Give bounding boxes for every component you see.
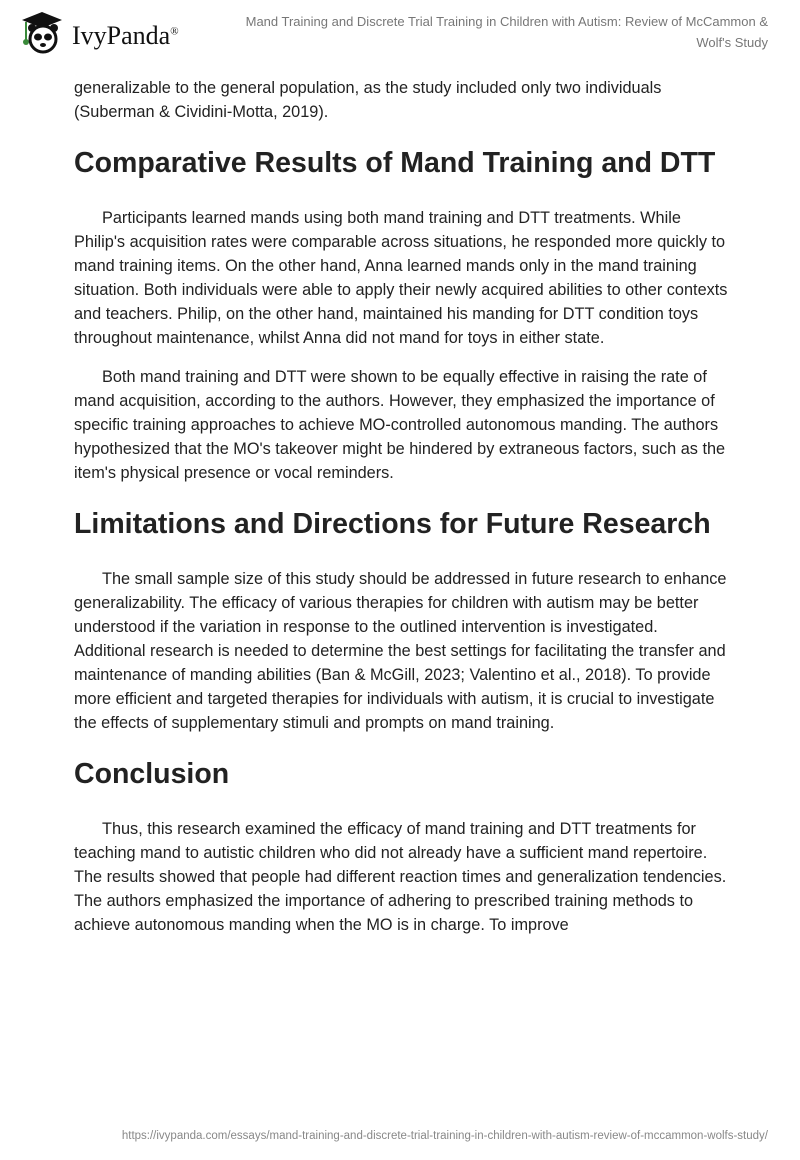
- section-heading: Conclusion: [74, 758, 230, 790]
- page-header: [0, 0, 800, 60]
- paragraph: Thus, this research examined the efficacy of mand training and DTT treatments for teaching mand to autistic children who did not already have a sufficient mand repertoire. The results showed that people had different reaction times and generalization tendencies. The authors emphasized the importance of adhering to prescribed training methods to achieve autonomous manding when the MO is in charge. To improve: [74, 820, 727, 934]
- paragraph: The small sample size of this study should be addressed in future research to enhance generalizability. The efficacy of various therapies for children with autism may be better understood if the variation in response to the outlined intervention is investigated. Additional research is needed to determine the best settings for facilitating the transfer and maintenance of manding abilities (Ban & McGill, 2023; Valentino et al., 2018). To provide more efficient and targeted therapies for individuals with autism, it is crucial to investigate the effects of supplementary stimuli and prompts on mand training.: [74, 570, 727, 732]
- section-heading: Limitations and Directions for Future Research: [74, 508, 711, 540]
- ivypanda-logo[interactable]: [18, 10, 179, 54]
- panda-graduate-icon: [18, 10, 66, 54]
- section-heading: Comparative Results of Mand Training and DTT: [74, 147, 716, 179]
- source-url[interactable]: https://ivypanda.com/essays/mand-training-and-discrete-trial-training-in-children-with-autism-review-of-mccammon-wolfs-study/: [121, 1130, 768, 1142]
- essay-body: [74, 76, 728, 952]
- paragraph: Participants learned mands using both mand training and DTT treatments. While Philip's acquisition rates were comparable across situations, he responded more quickly to mand training items. On the other hand, Anna learned mands only in the mand training situation. Both individuals were able to apply their newly acquired abilities to other contexts and teachers. Philip, on the other hand, maintained his manding for DTT condition toys throughout maintenance, whilst Anna did not mand for toys in either state.: [74, 209, 728, 347]
- paragraph: generalizable to the general population, as the study included only two individuals (Suberman & Cividini-Motta, 2019).: [74, 79, 662, 121]
- paragraph: Both mand training and DTT were shown to be equally effective in raising the rate of mand acquisition, according to the authors. However, they emphasized the importance of specific training approaches to achieve MO-controlled autonomous manding. The authors hypothesized that the MO's takeover might be hindered by extraneous factors, such as the item's physical presence or vocal reminders.: [74, 368, 726, 482]
- document-title: Mand Training and Discrete Trial Training in Children with Autism: Review of McCammon & Wolf's Study: [245, 14, 768, 50]
- logo-text: IvyPanda®: [72, 21, 179, 50]
